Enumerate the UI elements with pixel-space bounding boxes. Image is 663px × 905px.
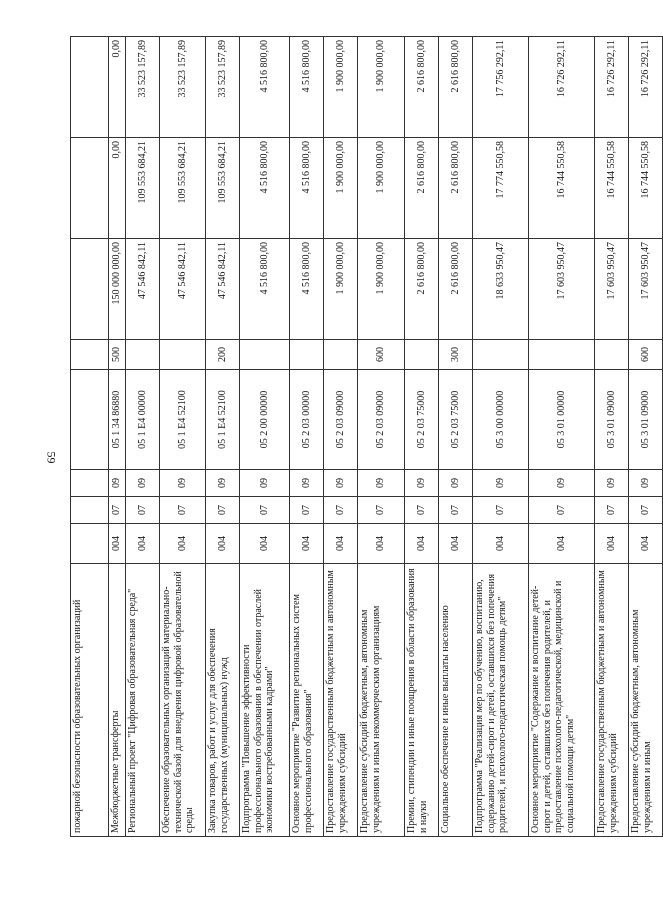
row-amount-year1: 47 546 842,11 <box>126 239 160 340</box>
row-subsection-code: 09 <box>629 470 663 497</box>
row-ved-code: 004 <box>439 524 473 564</box>
row-name: Премии, стипендии и иные поощрения в области образования и науки <box>405 564 439 837</box>
row-target-article: 05 3 01 09000 <box>629 370 663 470</box>
row-name: Предоставление субсидий бюджетным, автономным учреждениям и иным некоммерческим организациям <box>358 564 405 837</box>
row-amount-year2: 109 553 684,21 <box>160 138 206 239</box>
budget-table-container <box>70 37 653 837</box>
row-amount-year1: 2 616 800,00 <box>405 239 439 340</box>
row-amount-year1: 4 516 800,00 <box>290 239 324 340</box>
row-section-code: 07 <box>206 497 240 524</box>
row-expense-type <box>126 340 160 370</box>
row-amount-year2: 16 744 550,58 <box>595 138 629 239</box>
row-target-article <box>71 370 109 470</box>
row-ved-code: 004 <box>358 524 405 564</box>
row-name: Обеспечение образовательных организаций материально-технической базой для внедрения цифровой образовательной среды <box>160 564 206 837</box>
row-amount-year1: 18 633 950,47 <box>473 239 529 340</box>
row-expense-type: 200 <box>206 340 240 370</box>
row-name: Межбюджетные трансферты <box>109 564 126 837</box>
row-amount-year2: 1 900 000,00 <box>324 138 358 239</box>
row-amount-year3: 16 726 292,11 <box>629 37 663 138</box>
row-amount-year1 <box>71 239 109 340</box>
row-amount-year3: 17 756 292,11 <box>473 37 529 138</box>
table-row <box>109 37 126 837</box>
row-expense-type: 600 <box>358 340 405 370</box>
row-section-code: 07 <box>595 497 629 524</box>
row-expense-type <box>595 340 629 370</box>
row-amount-year1: 1 900 000,00 <box>324 239 358 340</box>
row-subsection-code: 09 <box>126 470 160 497</box>
row-subsection-code: 09 <box>324 470 358 497</box>
row-name: пожарной безопасности образовательных организаций <box>71 564 109 837</box>
row-target-article: 05 2 03 00000 <box>290 370 324 470</box>
row-ved-code: 004 <box>160 524 206 564</box>
row-amount-year2: 1 900 000,00 <box>358 138 405 239</box>
budget-table-body <box>71 37 663 837</box>
row-target-article: 05 1 E4 52100 <box>160 370 206 470</box>
row-ved-code: 004 <box>290 524 324 564</box>
row-expense-type <box>160 340 206 370</box>
budget-table <box>70 36 663 837</box>
row-name: Предоставление государственным бюджетным и автономным учреждениям субсидий <box>324 564 358 837</box>
row-expense-type <box>240 340 290 370</box>
row-amount-year1: 150 000 000,00 <box>109 239 126 340</box>
row-subsection-code: 09 <box>160 470 206 497</box>
row-name: Предоставление субсидий бюджетным, автономным учреждениям и иным <box>629 564 663 837</box>
row-amount-year3: 33 523 157,89 <box>160 37 206 138</box>
row-section-code: 07 <box>109 497 126 524</box>
row-name: Закупка товаров, работ и услуг для обеспечения государственных (муниципальных) нужд <box>206 564 240 837</box>
page-number: 59 <box>44 451 59 464</box>
row-ved-code <box>71 524 109 564</box>
row-amount-year3: 1 900 000,00 <box>358 37 405 138</box>
row-expense-type <box>529 340 595 370</box>
row-name: Основное мероприятие "Развитие региональных систем профессионального образования" <box>290 564 324 837</box>
row-target-article: 05 2 03 09000 <box>358 370 405 470</box>
row-expense-type: 500 <box>109 340 126 370</box>
row-amount-year3: 16 726 292,11 <box>595 37 629 138</box>
row-amount-year1: 47 546 842,11 <box>160 239 206 340</box>
row-expense-type <box>290 340 324 370</box>
row-amount-year1: 17 603 950,47 <box>595 239 629 340</box>
row-section-code: 07 <box>405 497 439 524</box>
row-amount-year2: 2 616 800,00 <box>439 138 473 239</box>
row-subsection-code: 09 <box>529 470 595 497</box>
row-amount-year1: 17 603 950,47 <box>629 239 663 340</box>
row-section-code: 07 <box>629 497 663 524</box>
row-target-article: 05 2 03 75000 <box>405 370 439 470</box>
row-amount-year3: 4 516 800,00 <box>290 37 324 138</box>
row-amount-year3: 33 523 157,89 <box>126 37 160 138</box>
row-expense-type <box>324 340 358 370</box>
table-row <box>595 37 629 837</box>
row-ved-code: 004 <box>126 524 160 564</box>
row-subsection-code: 09 <box>206 470 240 497</box>
row-amount-year3: 2 616 800,00 <box>439 37 473 138</box>
row-ved-code: 004 <box>529 524 595 564</box>
row-amount-year1: 4 516 800,00 <box>240 239 290 340</box>
row-amount-year1: 17 603 950,47 <box>529 239 595 340</box>
table-row <box>240 37 290 837</box>
row-subsection-code: 09 <box>240 470 290 497</box>
row-amount-year2: 16 744 550,58 <box>529 138 595 239</box>
row-amount-year2: 109 553 684,21 <box>206 138 240 239</box>
row-subsection-code: 09 <box>358 470 405 497</box>
row-subsection-code <box>71 470 109 497</box>
table-row <box>71 37 109 837</box>
table-row <box>126 37 160 837</box>
row-amount-year1: 47 546 842,11 <box>206 239 240 340</box>
row-expense-type: 300 <box>439 340 473 370</box>
row-amount-year2: 4 516 800,00 <box>240 138 290 239</box>
row-expense-type <box>71 340 109 370</box>
row-name: Региональный проект "Цифровая образовательная среда" <box>126 564 160 837</box>
row-target-article: 05 3 00 00000 <box>473 370 529 470</box>
row-amount-year3: 4 516 800,00 <box>240 37 290 138</box>
row-target-article: 05 1 E4 00000 <box>126 370 160 470</box>
table-row <box>473 37 529 837</box>
row-amount-year2 <box>71 138 109 239</box>
row-amount-year3: 0,00 <box>109 37 126 138</box>
row-target-article: 05 1 34 86880 <box>109 370 126 470</box>
row-ved-code: 004 <box>405 524 439 564</box>
row-amount-year3: 2 616 800,00 <box>405 37 439 138</box>
row-section-code: 07 <box>290 497 324 524</box>
row-subsection-code: 09 <box>405 470 439 497</box>
row-section-code: 07 <box>439 497 473 524</box>
row-ved-code: 004 <box>206 524 240 564</box>
row-section-code <box>71 497 109 524</box>
row-expense-type <box>405 340 439 370</box>
row-amount-year3 <box>71 37 109 138</box>
row-name: Основное мероприятие "Содержание и воспитание детей-сирот и детей, оставшихся без попечения родителей, и предоставление психолого-педагогической, медицинской и социальной помощи детям" <box>529 564 595 837</box>
table-row <box>324 37 358 837</box>
row-subsection-code: 09 <box>290 470 324 497</box>
row-amount-year3: 1 900 000,00 <box>324 37 358 138</box>
row-target-article: 05 2 00 00000 <box>240 370 290 470</box>
row-section-code: 07 <box>126 497 160 524</box>
row-amount-year1: 1 900 000,00 <box>358 239 405 340</box>
table-row <box>358 37 405 837</box>
row-name: Подпрограмма "Реализация мер по обучению, воспитанию, содержанию детей-сирот и детей, оставшихся без попечения родителей, и психолого-педагогическая помощь детям" <box>473 564 529 837</box>
table-row <box>160 37 206 837</box>
row-section-code: 07 <box>473 497 529 524</box>
row-section-code: 07 <box>240 497 290 524</box>
row-target-article: 05 3 01 00000 <box>529 370 595 470</box>
table-row <box>206 37 240 837</box>
row-ved-code: 004 <box>240 524 290 564</box>
row-section-code: 07 <box>160 497 206 524</box>
row-ved-code: 004 <box>324 524 358 564</box>
row-amount-year3: 16 726 292,11 <box>529 37 595 138</box>
row-name: Подпрограмма "Повышение эффективности профессионального образования в обеспечении отраслей экономики востребованными кадрами" <box>240 564 290 837</box>
row-amount-year2: 16 744 550,58 <box>629 138 663 239</box>
row-section-code: 07 <box>529 497 595 524</box>
row-amount-year2: 17 774 550,58 <box>473 138 529 239</box>
row-amount-year3: 33 523 157,89 <box>206 37 240 138</box>
row-amount-year2: 0,00 <box>109 138 126 239</box>
table-row <box>290 37 324 837</box>
row-ved-code: 004 <box>473 524 529 564</box>
row-ved-code: 004 <box>109 524 126 564</box>
row-target-article: 05 2 03 75000 <box>439 370 473 470</box>
row-subsection-code: 09 <box>473 470 529 497</box>
row-subsection-code: 09 <box>109 470 126 497</box>
row-amount-year2: 109 553 684,21 <box>126 138 160 239</box>
row-target-article: 05 3 01 09000 <box>595 370 629 470</box>
row-ved-code: 004 <box>595 524 629 564</box>
row-section-code: 07 <box>324 497 358 524</box>
row-amount-year1: 2 616 800,00 <box>439 239 473 340</box>
table-row <box>405 37 439 837</box>
row-ved-code: 004 <box>629 524 663 564</box>
row-name: Социальное обеспечение и иные выплаты населению <box>439 564 473 837</box>
table-row <box>439 37 473 837</box>
row-expense-type <box>473 340 529 370</box>
row-name: Предоставление государственным бюджетным и автономным учреждениям субсидий <box>595 564 629 837</box>
row-target-article: 05 2 03 09000 <box>324 370 358 470</box>
row-subsection-code: 09 <box>595 470 629 497</box>
row-amount-year2: 4 516 800,00 <box>290 138 324 239</box>
row-amount-year2: 2 616 800,00 <box>405 138 439 239</box>
row-subsection-code: 09 <box>439 470 473 497</box>
row-target-article: 05 1 E4 52100 <box>206 370 240 470</box>
table-row <box>629 37 663 837</box>
table-row <box>529 37 595 837</box>
row-expense-type: 600 <box>629 340 663 370</box>
row-section-code: 07 <box>358 497 405 524</box>
